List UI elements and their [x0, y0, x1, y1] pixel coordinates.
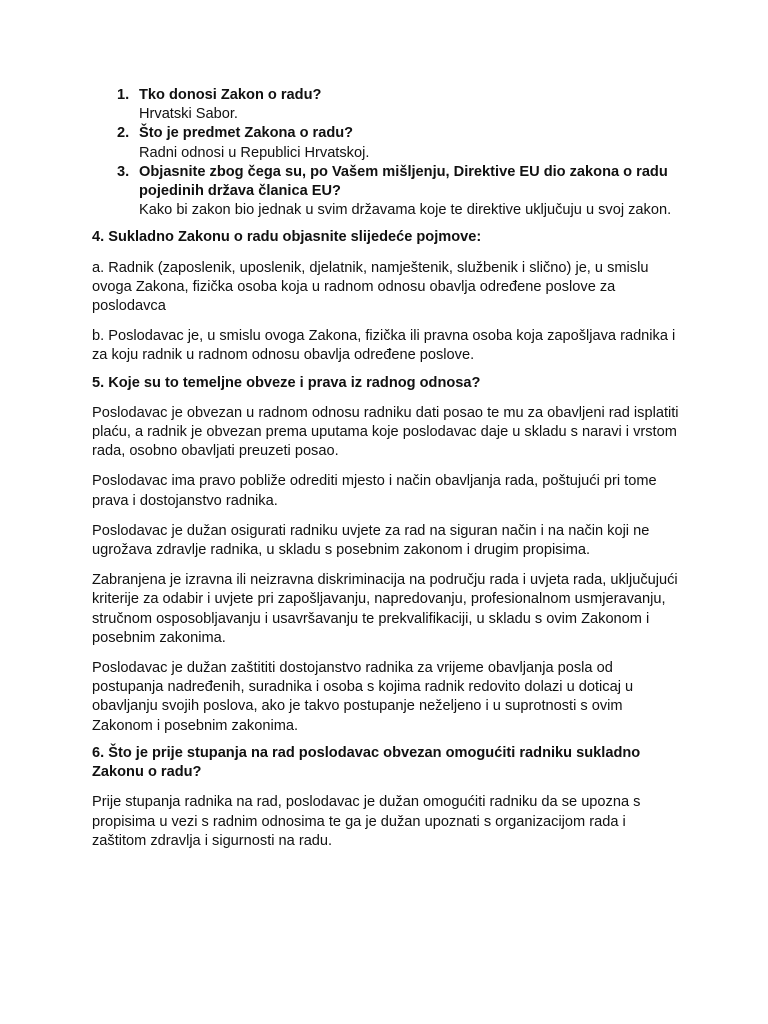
list-number: 2.: [117, 125, 130, 142]
definition-radnik: a. Radnik (zaposlenik, uposlenik, djelatnik, namještenik, službenik i slično) je, u smislu ovoga Zakona, fizička osoba koja u radnom odnosu obavlja određene poslove za poslodavca: [92, 259, 649, 315]
paragraph: Poslodavac je obvezan u radnom odnosu radniku dati posao te mu za obavljeni rad isplatiti plaću, a radnik je obvezan prema uputama koje poslodavac daje u skladu s naravi i vrstom rada, osobno obavljati preuzeti posao.: [92, 404, 679, 460]
question-5-heading: 5. Koje su to temeljne obveze i prava iz radnog odnosa?: [92, 374, 481, 391]
answer-text: Hrvatski Sabor.: [139, 106, 238, 123]
answer-text: Kako bi zakon bio jednak u svim državama koje te direktive uključuju u svoj zakon.: [139, 202, 672, 219]
question-text: Što je predmet Zakona o radu?: [139, 125, 354, 142]
document-page: [92, 86, 684, 851]
answer-text: Radni odnosi u Republici Hrvatskoj.: [139, 144, 370, 161]
list-number: 1.: [117, 87, 130, 103]
list-item: [92, 86, 684, 124]
paragraph: Prije stupanja radnika na rad, poslodavac je dužan omogućiti radniku da se upozna s propisima u vezi s radnim odnosima te ga je dužan upoznati s organizacijom rada i zaštitom zdravlja i sigurnosti na radu.: [92, 794, 641, 849]
question-text: Objasnite zbog čega su, po Vašem mišljenju, Direktive EU dio zakona o radu pojedinih država članica EU?: [139, 163, 668, 200]
paragraph: Poslodavac je dužan zaštititi dostojanstvo radnika za vrijeme obavljanja posla od postupanja nadređenih, suradnika i osoba s kojima radnik redovito dolazi u doticaj u obavljanju svojih poslova, ako je takvo postupanje neželjeno i u suprotnosti s ovim Zakonom i posebnim zakonima.: [92, 660, 634, 734]
question-text: Tko donosi Zakon o radu?: [139, 87, 322, 103]
definition-poslodavac: b. Poslodavac je, u smislu ovoga Zakona, fizička ili pravna osoba koja zapošljava radnika i za koju radnik u radnom odnosu obavlja određene poslove.: [92, 328, 676, 364]
paragraph: Zabranjena je izravna ili neizravna diskriminacija na području rada i uvjeta rada, uključujući kriterije za odabir i uvjete pri zapošljavanju, napredovanju, profesionalnom usmjeravanju, stručnom osposobljavanju i usavršavanju te prekvalifikaciji, u skladu s ovim Zakonom i posebnim zakonima.: [92, 572, 678, 646]
question-4-heading: 4. Sukladno Zakonu o radu objasnite slijedeće pojmove:: [92, 229, 482, 246]
list-item: [92, 163, 684, 221]
question-6-heading: 6. Što je prije stupanja na rad poslodavac obvezan omogućiti radniku sukladno Zakonu o radu?: [92, 744, 641, 781]
paragraph: Poslodavac je dužan osigurati radniku uvjete za rad na siguran način i na način koji ne ugrožava zdravlje radnika, u skladu s posebnim zakonom i drugim propisima.: [92, 522, 650, 559]
list-number: 3.: [117, 163, 130, 180]
numbered-question-list: [92, 86, 684, 220]
paragraph: Poslodavac ima pravo pobliže odrediti mjesto i način obavljanja rada, poštujući pri tome prava i dostojanstvo radnika.: [92, 473, 657, 509]
list-item: [92, 124, 684, 162]
